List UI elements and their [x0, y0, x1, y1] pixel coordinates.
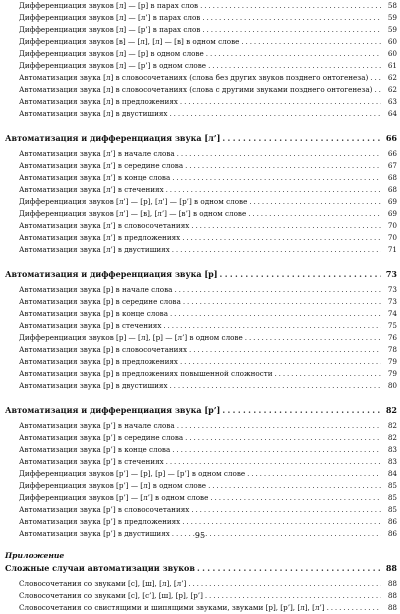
leader-dots: [177, 148, 381, 160]
toc-entry-text: Автоматизация звука [р’] в двустишиях: [19, 529, 170, 538]
toc-entry-page: 69: [387, 197, 397, 206]
toc-entry-page: 88: [387, 603, 397, 612]
leader-dots: [169, 108, 381, 120]
toc-entry-page: 59: [387, 25, 397, 34]
toc-entry: [0, 84, 400, 96]
toc-entry-page: 73: [387, 285, 397, 294]
toc-entry-text: Автоматизация звука [р’] в стечениях: [19, 457, 164, 466]
toc-entry-text: Автоматизация звука [р] в конце слова: [19, 309, 168, 318]
toc-entry-text: Дифференциация звуков [л] — [р] в парах слов: [19, 1, 199, 10]
leader-dots: [170, 380, 381, 392]
toc-entry-page: 88: [387, 591, 397, 600]
toc-entry-text: Автоматизация звука [р] в начале слова: [19, 285, 173, 294]
toc-entry-text: Автоматизация звука [р] в предложениях повышенной сложности: [19, 369, 273, 378]
leader-dots: [191, 220, 381, 232]
toc-entry-text: Словосочетания со звуками [с], [ш], [л], [л’]: [19, 579, 187, 588]
toc-entry-text: Дифференциация звуков [р] — [л], [р] — [л’] в одном слове: [19, 333, 243, 342]
leader-dots: [172, 244, 381, 256]
toc-entry-text: Дифференциация звуков [л] — [р’] в парах слов: [19, 25, 201, 34]
page-number: 95: [194, 531, 206, 540]
toc-entry: [0, 344, 400, 356]
leader-dots: [183, 296, 381, 308]
toc-entry: [0, 590, 400, 602]
toc-entry-text: Автоматизация звука [л’] в словосочетаниях: [19, 221, 190, 230]
toc-entry: [0, 480, 400, 492]
leader-dots: [222, 404, 381, 417]
leader-dots: [206, 48, 381, 60]
toc-entry: [0, 160, 400, 172]
toc-entry-page: 66: [387, 149, 397, 158]
toc-entry-text: Автоматизация звука [р] в словосочетаниях: [19, 345, 188, 354]
toc-entry-page: 58: [387, 1, 397, 10]
leader-dots: [327, 602, 381, 614]
toc-entry: [0, 220, 400, 232]
toc-entry-text: Автоматизация звука [л] в предложениях: [19, 97, 178, 106]
toc-entry-page: 85: [387, 505, 397, 514]
toc-entry: [0, 0, 400, 12]
section-heading: [0, 132, 400, 145]
toc-entry-page: 60: [387, 37, 397, 46]
toc-entry-page: 59: [387, 13, 397, 22]
toc-entry-text: Дифференциация звуков [в] — [л], [л] — [в] в одном слове: [19, 37, 240, 46]
toc-entry-page: 63: [387, 97, 397, 106]
section-title: Автоматизация и дифференциация звука [р]: [5, 269, 218, 279]
toc-entry-page: 83: [387, 457, 397, 466]
leader-dots: [180, 356, 381, 368]
toc-entry-page: 80: [387, 381, 397, 390]
section-page: 88: [385, 563, 397, 573]
toc-entry-page: 84: [387, 469, 397, 478]
toc-entry: [0, 456, 400, 468]
toc-entry: [0, 420, 400, 432]
toc-entry: [0, 60, 400, 72]
toc-entry-text: Автоматизация звука [р’] в середине слова: [19, 433, 184, 442]
toc-entry-text: Автоматизация звука [л] в двустишиях: [19, 109, 168, 118]
leader-dots: [210, 492, 381, 504]
toc-entry-text: Дифференциация звуков [л] — [р’] в одном слове: [19, 61, 207, 70]
toc-entry-page: 67: [387, 161, 397, 170]
toc-entry: [0, 72, 400, 84]
leader-dots: [170, 308, 381, 320]
toc-entry: [0, 232, 400, 244]
toc-entry-page: 68: [387, 185, 397, 194]
leader-dots: [200, 0, 381, 12]
toc-entry-text: Автоматизация звука [л’] в середине слова: [19, 161, 184, 170]
toc-entry-text: Автоматизация звука [р’] в предложениях: [19, 517, 181, 526]
toc-entry: [0, 432, 400, 444]
toc-entry: [0, 284, 400, 296]
toc-entry-page: 73: [387, 297, 397, 306]
toc-entry: [0, 380, 400, 392]
toc-entry-text: Автоматизация звука [р’] в словосочетаниях: [19, 505, 190, 514]
toc-entry-page: 61: [387, 61, 397, 70]
toc-entry-page: 75: [387, 321, 397, 330]
spacer: [0, 540, 400, 550]
toc-entry-page: 70: [387, 221, 397, 230]
toc-entry: [0, 24, 400, 36]
toc-entry-page: 69: [387, 209, 397, 218]
leader-dots: [189, 344, 381, 356]
toc-entry-page: 64: [387, 109, 397, 118]
toc-entry: [0, 172, 400, 184]
toc-entry: [0, 208, 400, 220]
spacer: [0, 256, 400, 268]
leader-dots: [247, 468, 381, 480]
leader-dots: [174, 284, 381, 296]
leader-dots: [202, 12, 381, 24]
toc-entry: [0, 444, 400, 456]
toc-entry-page: 88: [387, 579, 397, 588]
toc-entry-text: Словосочетания со звуками [с], [с’], [ш], [р], [р’]: [19, 591, 203, 600]
leader-dots: [163, 320, 381, 332]
toc-entry-page: 83: [387, 445, 397, 454]
toc-entry: [0, 196, 400, 208]
toc-entry-page: 79: [387, 357, 397, 366]
toc-entry-page: 79: [387, 369, 397, 378]
toc-entry: [0, 492, 400, 504]
section-page: 82: [385, 405, 397, 415]
toc-entry: [0, 296, 400, 308]
leader-dots: [197, 562, 381, 575]
toc-entry: [0, 308, 400, 320]
toc-entry-text: Автоматизация звука [л’] в предложениях: [19, 233, 181, 242]
spacer: [0, 120, 400, 132]
toc-entry: [0, 332, 400, 344]
leader-dots: [172, 172, 381, 184]
toc-entry-page: 62: [387, 73, 397, 82]
toc-entry-text: Дифференциация звуков [л’] — [р], [л’] — [р’] в одном слове: [19, 197, 248, 206]
toc-entry-text: Автоматизация звука [л] в словосочетаниях (слова с другими звуками позднего онтогенеза): [19, 85, 373, 94]
leader-dots: [185, 432, 381, 444]
toc-entry-text: Автоматизация звука [р] в середине слова: [19, 297, 181, 306]
toc-entry: [0, 184, 400, 196]
leader-dots: [241, 36, 381, 48]
leader-dots: [249, 196, 381, 208]
toc-entry: [0, 504, 400, 516]
toc-entry-text: Автоматизация звука [л’] в стечениях: [19, 185, 164, 194]
toc-entry: [0, 468, 400, 480]
toc-entry-page: 71: [387, 245, 397, 254]
leader-dots: [185, 160, 381, 172]
toc-entry: [0, 578, 400, 590]
toc-entry: [0, 516, 400, 528]
section-title: Автоматизация и дифференциация звука [л’]: [5, 133, 221, 143]
leader-dots: [191, 504, 381, 516]
toc-entry: [0, 148, 400, 160]
toc-entry: [0, 12, 400, 24]
toc-entry-text: Дифференциация звуков [р’] — [р], [р] — [р’] в одном слове: [19, 469, 246, 478]
toc-entry-page: 86: [387, 529, 397, 538]
leader-dots: [166, 184, 381, 196]
toc-entry-text: Дифференциация звуков [р’] — [л’] в одном слове: [19, 493, 209, 502]
toc-entry-page: 68: [387, 173, 397, 182]
toc-entry: [0, 108, 400, 120]
toc-entry: [0, 602, 400, 614]
toc-entry-page: 82: [387, 433, 397, 442]
leader-dots: [202, 24, 381, 36]
toc-entry-text: Автоматизация звука [л’] в начале слова: [19, 149, 175, 158]
toc-entry-page: 85: [387, 481, 397, 490]
spacer: [0, 392, 400, 404]
leader-dots: [220, 268, 381, 281]
toc-entry-text: Автоматизация звука [р] в стечениях: [19, 321, 162, 330]
leader-dots: [166, 456, 381, 468]
leader-dots: [182, 516, 381, 528]
toc-entry: [0, 96, 400, 108]
leader-dots: [180, 96, 381, 108]
toc-entry-text: Автоматизация звука [р’] в конце слова: [19, 445, 171, 454]
toc-entry: [0, 36, 400, 48]
section-title: Автоматизация и дифференциация звука [р’]: [5, 405, 221, 415]
toc-entry-text: Дифференциация звуков [л] — [л’] в парах слов: [19, 13, 201, 22]
toc-entry-page: 70: [387, 233, 397, 242]
toc-entry-text: Автоматизация звука [р] в двустишиях: [19, 381, 168, 390]
leader-dots: [182, 232, 381, 244]
leader-dots: [177, 420, 381, 432]
toc-entry: [0, 48, 400, 60]
section-title: Сложные случаи автоматизации звуков: [5, 563, 195, 573]
section-page: 73: [385, 269, 397, 279]
section-heading: [0, 404, 400, 417]
toc-entry-page: 86: [387, 517, 397, 526]
toc-entry-page: 62: [387, 85, 397, 94]
toc-entry-page: 78: [387, 345, 397, 354]
leader-dots: [274, 368, 381, 380]
toc-entry: [0, 368, 400, 380]
toc-entry-text: Словосочетания со свистящими и шипящими звуками, звуками [р], [р’], [л], [л’]: [19, 603, 325, 612]
section-heading: [0, 268, 400, 281]
toc-entry-text: Автоматизация звука [л’] в двустишиях: [19, 245, 170, 254]
appendix-label: Приложение: [5, 551, 65, 560]
toc-entry-page: 74: [387, 309, 397, 318]
appendix-heading: [0, 562, 400, 575]
toc-entry-text: Автоматизация звука [р] в предложениях: [19, 357, 178, 366]
leader-dots: [205, 590, 381, 602]
toc-entry-page: 76: [387, 333, 397, 342]
leader-dots: [248, 208, 381, 220]
leader-dots: [222, 132, 381, 145]
leader-dots: [374, 84, 381, 96]
leader-dots: [208, 480, 381, 492]
section-page: 66: [385, 133, 397, 143]
toc-entry-text: Дифференциация звуков [л] — [р] в одном слове: [19, 49, 204, 58]
toc-entry-page: 82: [387, 421, 397, 430]
toc-entry-text: Автоматизация звука [л] в словосочетаниях (слова без других звуков позднего онтогенеза): [19, 73, 369, 82]
toc-entry-text: Автоматизация звука [р’] в начале слова: [19, 421, 175, 430]
toc-entry-text: Автоматизация звука [л’] в конце слова: [19, 173, 171, 182]
leader-dots: [188, 578, 381, 590]
toc-entry-text: Дифференциация звуков [р’] — [л] в одном слове: [19, 481, 207, 490]
leader-dots: [172, 444, 381, 456]
toc-entry: [0, 356, 400, 368]
toc-entry-page: 85: [387, 493, 397, 502]
leader-dots: [370, 72, 381, 84]
toc-entry-page: 60: [387, 49, 397, 58]
toc-entry: [0, 320, 400, 332]
leader-dots: [208, 60, 381, 72]
toc-entry: [0, 244, 400, 256]
leader-dots: [245, 332, 381, 344]
toc-entry-text: Дифференциация звуков [л’] — [в], [л’] — [в’] в одном слове: [19, 209, 247, 218]
